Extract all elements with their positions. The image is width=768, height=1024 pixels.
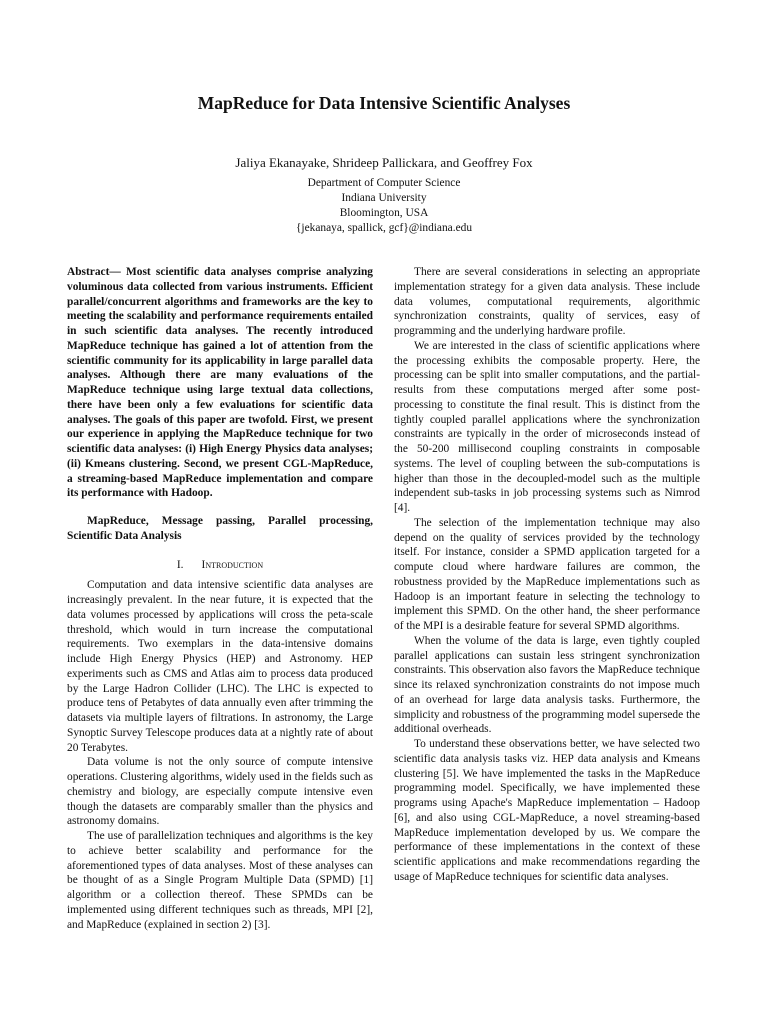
index-terms: MapReduce, Message passing, Parallel processing, Scientific Data Analysis [67, 515, 373, 542]
paper-title: MapReduce for Data Intensive Scientific Analyses [197, 93, 571, 113]
affiliation-department: Department of Computer Science [307, 177, 461, 189]
body-paragraph: To understand these observations better, we have selected two scientific data analysis tasks viz. HEP data analysis and Kmeans clustering [5]. We have implemented the tasks in the MapReduce programming model. Specifically, we have implemented these programs using Apache's MapReduce implementation – Hadoop [6], and also using CGL-MapReduce, a novel streaming-based MapReduce implementation developed by us. We compare the performance of these implementations in the context of these scientific applications and make recommendations regarding the usage of MapReduce techniques for scientific data analyses. [394, 738, 700, 883]
body-paragraph: There are several considerations in selecting an appropriate implementation strategy for a given data analysis. These include data volumes, computational requirements, algorithmic synchronization constraints, quality of services, easy of programming and the underlying hardware profile. [394, 266, 700, 337]
section-title: Introduction [201, 558, 264, 571]
left-column [67, 265, 373, 932]
paper-authors: Jaliya Ekanayake, Shrideep Pallickara, and Geoffrey Fox [235, 155, 533, 170]
body-paragraph: The use of parallelization techniques and algorithms is the key to achieve better scalability and performance for the aforementioned types of data analyses. Most of these analyses can be thought of as a Single Program Multiple Data (SPMD) [1] algorithm or a collection thereof. These SPMDs can be implemented using different techniques such as threads, MPI [2], and MapReduce (explained in section 2) [3]. [67, 830, 373, 931]
affiliation-location: Bloomington, USA [339, 207, 429, 219]
body-paragraph: The selection of the implementation technique may also depend on the quality of services provided by the technology itself. For instance, consider a SPMD application targeted for a compute cloud where hardware failures are common, the robustness provided by the MapReduce implementations such as Hadoop is an important feature in selecting the technology to implement this SPMD. On the other hand, the sheer performance of the MPI is a desirable feature for several SPMD algorithms. [394, 516, 700, 632]
body-paragraph: Computation and data intensive scientific data analyses are increasingly prevalent. In the near future, it is expected that the data volumes processed by applications will cross the peta-scale threshold, which would in turn increase the computational requirements. Two exemplars in the data-intensive domains include High Energy Physics (HEP) and Astronomy. HEP experiments such as CMS and Atlas aim to process data produced by the Large Hadron Collider (LHC). The LHC is expected to produce tens of Petabytes of data annually even after trimming the datasets via multiple layers of filtrations. In astronomy, the Large Synoptic Survey Telescope produces data at a nightly rate of about 20 Terabytes. [67, 579, 373, 754]
author-affiliation [0, 176, 768, 236]
body-paragraph: Data volume is not the only source of compute intensive operations. Clustering algorithms, widely used in the fields such as chemistry and biology, are especially compute intensive even though the datasets are comparably smaller than the physics and astronomy domains. [67, 756, 373, 828]
body-paragraph: We are interested in the class of scientific applications where the processing exhibits the composable property. Here, the processing can be split into smaller computations, and the partial-results from these computations merged after some post-processing to constitute the final result. This is distinct from the tightly coupled parallel applications where the synchronization constraints are typically in the order of microseconds instead of the 50-200 millisecond coupling constraints in composable systems. The level of coupling between the sub-computations is higher than those in the decoupled-model such as the multiple independent sub-tasks in job processing systems such as Nimrod [4]. [394, 339, 700, 514]
body-paragraph: When the volume of the data is large, even tightly coupled parallel applications can sustain less stringent synchronization constraints. This observation also favors the MapReduce technique since its relaxed synchronization constraints do not impose much of an overhead for large data analysis tasks. Furthermore, the simplicity and robustness of the programming model supersede the additional overheads. [394, 634, 700, 736]
affiliation-emails: {jekanaya, spallick, gcf}@indiana.edu [295, 222, 473, 234]
affiliation-university: Indiana University [341, 192, 427, 204]
right-column [394, 265, 700, 885]
section-heading-introduction [67, 558, 373, 573]
abstract: Abstract— Most scientific data analyses comprise analyzing voluminous data collected from various instruments. Efficient parallel/concurrent algorithms and frameworks are the key to meeting the scalability and performance requirements entailed in such scientific data analyses. The recently introduced MapReduce technique has gained a lot of attention from the scientific community for its applicability in large parallel data analyses. Although there are many evaluations of the MapReduce technique using large textual data collections, there have been only a few evaluations for scientific data analyses. The goals of this paper are twofold. First, we present our experience in applying the MapReduce technique for two scientific data analyses: (i) High Energy Physics data analyses; (ii) Kmeans clustering. Second, we present CGL-MapReduce, a streaming-based MapReduce implementation and compare its performance with Hadoop. [67, 266, 373, 500]
section-number: I. [176, 558, 184, 571]
